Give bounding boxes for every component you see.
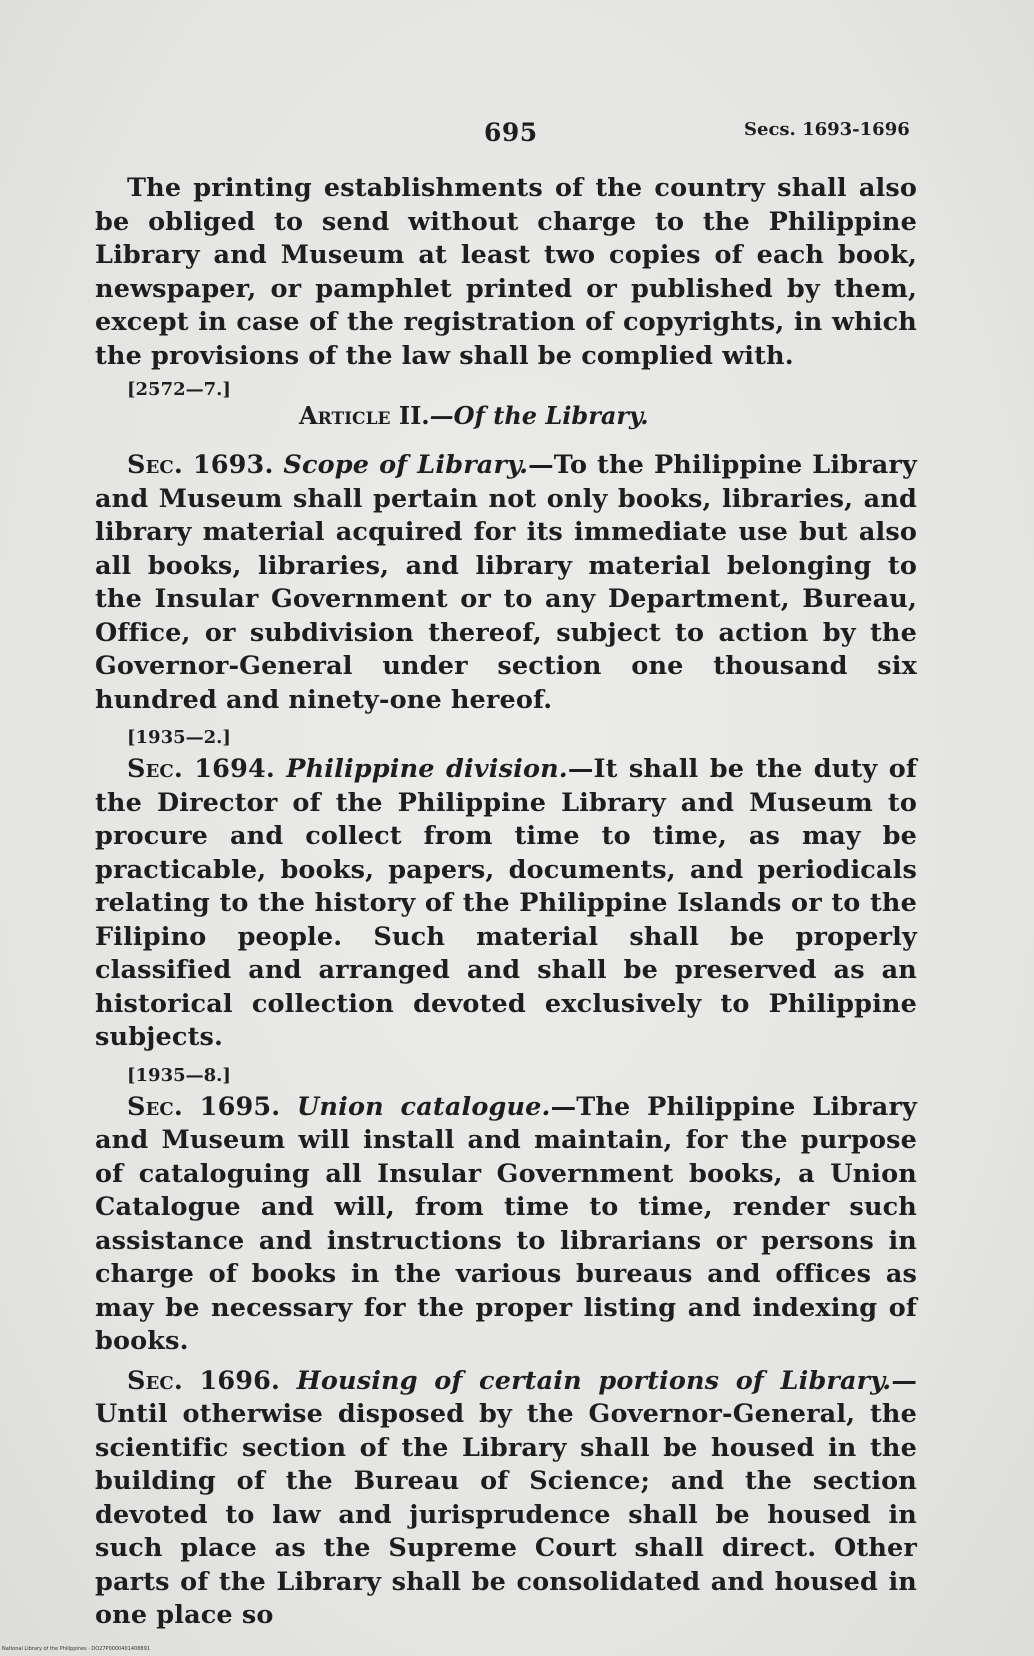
article-title: —Of the Library. xyxy=(429,401,649,430)
section-number: Sec. 1695. xyxy=(127,1091,281,1122)
section-number: Sec. 1694. xyxy=(127,754,275,784)
section-title: Union catalogue. xyxy=(297,1091,551,1122)
section-number: Sec. 1693. xyxy=(127,450,274,480)
section-1695 xyxy=(95,1091,917,1359)
section-title: Scope of Library. xyxy=(283,450,529,480)
section-1694 xyxy=(95,753,917,1055)
section-1693 xyxy=(95,449,917,717)
article-label: Article II. xyxy=(299,401,430,430)
section-1695-citation: [1935—8.] xyxy=(127,1064,231,1086)
section-1694-citation: [1935—2.] xyxy=(127,727,231,748)
article-heading xyxy=(299,401,649,430)
section-text: —Until otherwise disposed by the Governor-General, the scientific section of the Library shall be housed in the building of the Bureau of Science; and the section devoted to law and jurisprudence shall be housed in such place as the Supreme Court shall direct. Other parts of the Library shall be consolidated and housed in one place so xyxy=(95,1365,917,1630)
section-text: —To the Philippine Library and Museum shall pertain not only books, libraries, and library material acquired for its immediate use but also all books, libraries, and library material belonging to the Insular Government or to any Department, Bureau, Office, or subdivision thereof, subject to action by the Governor-General under section one thousand six hundred and ninety-one hereof. xyxy=(95,450,917,715)
scan-footer-credit: National Library of the Philippines · DO27P0000401408891 xyxy=(2,1646,150,1652)
section-number: Sec. 1696. xyxy=(127,1365,281,1396)
page-number: 695 xyxy=(484,118,538,147)
body-text xyxy=(95,172,917,1633)
section-text: —The Philippine Library and Museum will install and maintain, for the purpose of cataloguing all Insular Government books, a Union Catalogue and will, from time to time, render such assistance and instructions to librarians or persons in charge of books in the various bureaus and offices as may be necessary for the proper listing and indexing of books. xyxy=(95,1091,917,1356)
section-text: —It shall be the duty of the Director of the Philippine Library and Museum to procure and collect from time to time, as may be practicable, books, papers, documents, and periodicals relating to the history of the Philippine Islands or to the Filipino people. Such material shall be properly classified and arranged and shall be preserved as an historical collection devoted exclusively to Philippine subjects. xyxy=(95,754,917,1052)
section-title: Housing of certain portions of Library. xyxy=(296,1365,892,1396)
article-citation: [2572—7.] xyxy=(127,379,231,400)
article-heading-block xyxy=(95,373,917,449)
section-range-header: Secs. 1693-1696 xyxy=(744,119,910,140)
section-title: Philippine division. xyxy=(286,754,568,784)
intro-paragraph: The printing establishments of the country shall also be obliged to send without charge to the Philippine Library and Museum at least two copies of each book, newspaper, or pamphlet printed or published by them, except in case of the registration of copyrights, in which the provisions of the law shall be complied with. xyxy=(95,173,917,371)
section-1696 xyxy=(95,1365,917,1633)
